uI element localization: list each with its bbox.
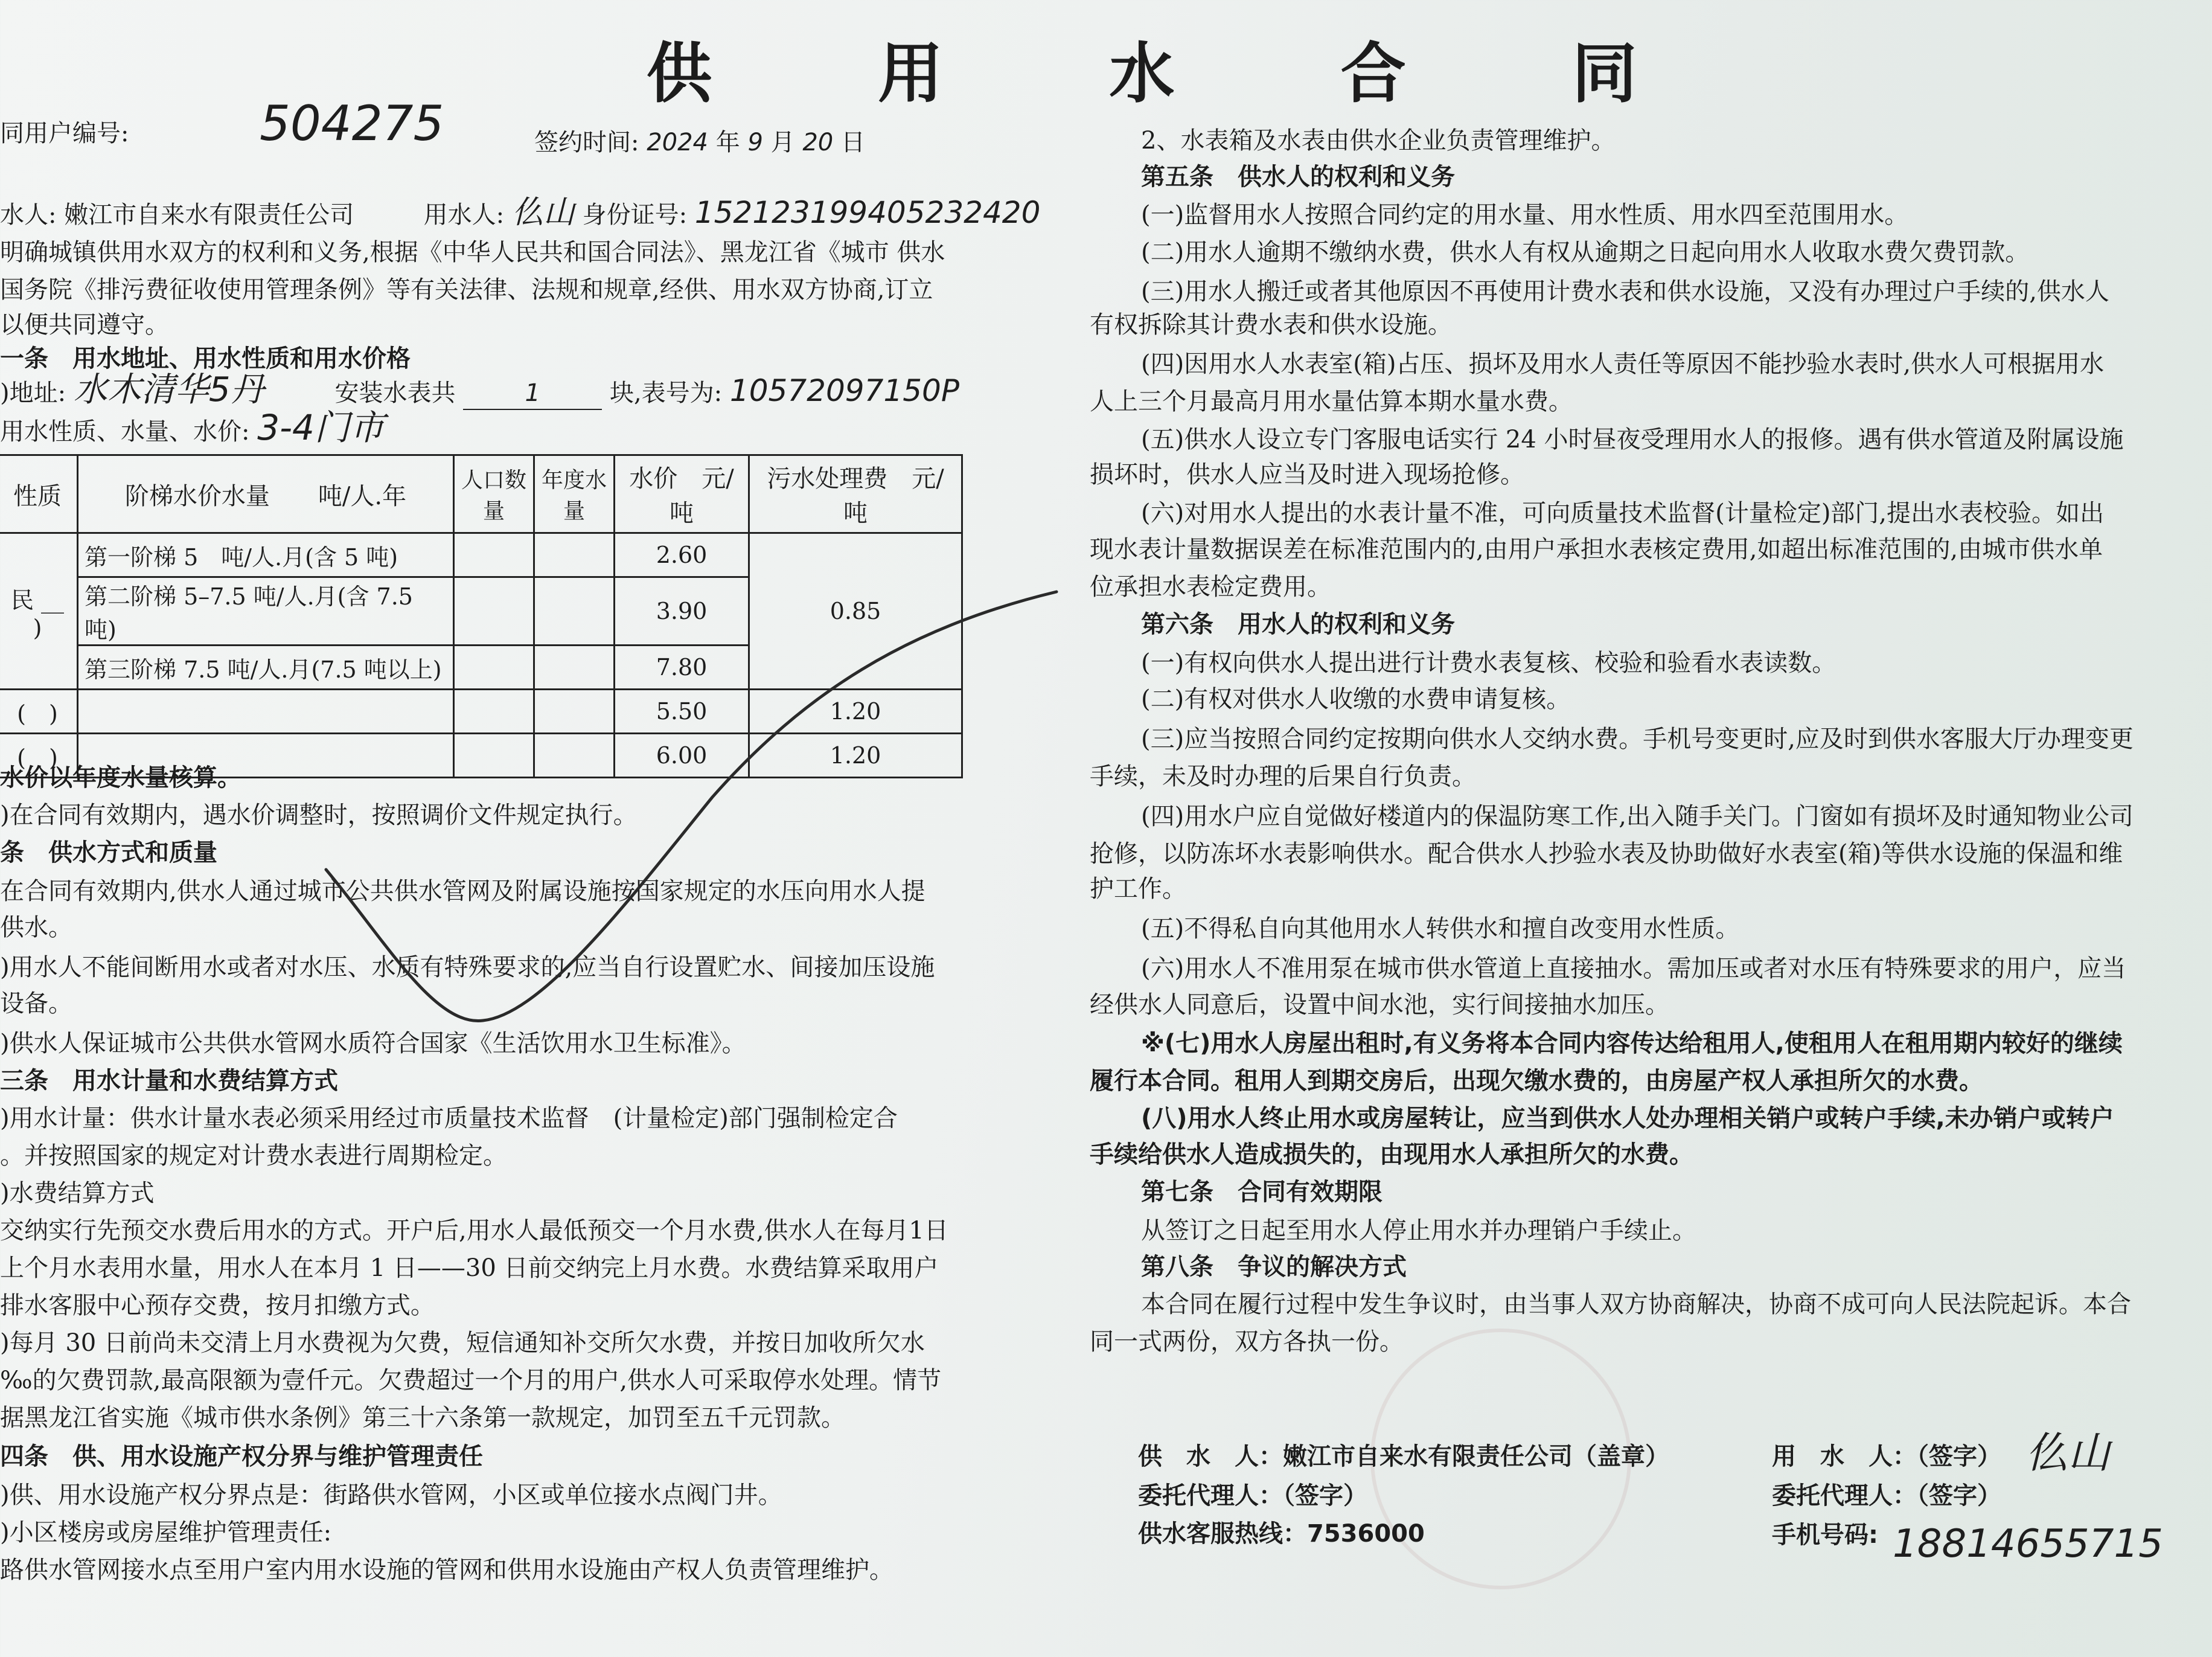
clause-3-2a: 交纳实行先预交水费后用水的方式。开户后,用水人最低预交一个月水费,供水人在每月1日	[0, 1217, 948, 1245]
th-annual-volume: 年度水量	[534, 455, 615, 533]
note-annual: 水价以年度水量核算。	[0, 764, 241, 792]
supplier-name: 水人: 嫩江市自来水有限责任公司	[0, 201, 354, 229]
supplier-agent-label: 委托代理人：（签字）	[1138, 1482, 1367, 1510]
clause-5-4b: 人上三个月最高月用水量估算本期水量水费。	[1090, 388, 1573, 415]
address-hand: 水木清华5丹	[73, 370, 264, 409]
cell-nature: ( )	[0, 690, 78, 734]
supplier-signature-label: 供 水 人：嫩江市自来水有限责任公司（盖章）	[1138, 1443, 1669, 1470]
clause-2-1a: 在合同有效期内,供水人通过城市公共供水管网及附属设施按国家规定的水压向用水人提	[0, 877, 925, 905]
cell-price: 5.50	[615, 690, 749, 734]
th-nature: 性质	[0, 455, 78, 533]
clause-6-3a: (三)应当按照合同约定按期向供水人交纳水费。手机号变更时,应及时到供水客服大厅办理变更	[1141, 725, 2134, 753]
day-label: 日	[840, 129, 865, 156]
article-7-title: 第七条 合同有效期限	[1141, 1178, 1382, 1206]
intro-line-1: 明确城镇供用水双方的权利和义务,根据《中华人民共和国合同法》、黑龙江省《城市 供水	[0, 239, 945, 266]
clause-6-6b: 经供水人同意后，设置中间水池，实行间接抽水加压。	[1090, 991, 1669, 1019]
id-number-hand: 152123199405232420	[694, 195, 1041, 230]
clause-8b: 同一式两份，双方各执一份。	[1090, 1328, 1404, 1356]
cell-sewage: 0.85	[749, 533, 962, 690]
clause-3-3b: ‰的欠费罚款,最高限额为壹仟元。欠费超过一个月的用户,供水人可采取停水处理。情节	[0, 1367, 942, 1394]
month-label: 月	[770, 129, 795, 156]
clause-4-2: )小区楼房或房屋维护管理责任:	[0, 1519, 332, 1546]
year-label: 年	[715, 129, 740, 156]
intro-line-3: 以便共同遵守。	[0, 311, 169, 339]
clause-6-1: (一)有权向供水人提出进行计费水表复核、校验和验看水表读数。	[1141, 649, 1836, 677]
th-sewage: 污水处理费 元/吨	[749, 455, 962, 533]
cell-tier: 第二阶梯 5–7.5 吨/人.月(含 7.5 吨)	[78, 577, 454, 646]
user-agent-label: 委托代理人：（签字）	[1772, 1482, 2001, 1510]
id-label: 身份证号:	[582, 201, 688, 229]
cell-price: 6.00	[615, 734, 749, 778]
clause-5-6a: (六)对用水人提出的水表计量不准，可向质量技术监督(计量检定)部门,提出水表校验。如出	[1141, 499, 2105, 527]
clause-3-2: )水费结算方式	[0, 1179, 155, 1207]
clause-4-3: 2、水表箱及水表由供水企业负责管理维护。	[1141, 127, 1616, 155]
cell-price: 3.90	[615, 577, 749, 646]
th-population: 人口数量	[454, 455, 534, 533]
user-no-label: 同用户编号:	[0, 120, 129, 147]
meter-label: 安装水表共	[334, 379, 456, 407]
clause-6-7b: 履行本合同。租用人到期交房后，出现欠缴水费的，由房屋产权人承担所欠的水费。	[1090, 1067, 1983, 1095]
clause-5-3b: 有权拆除其计费水表和供水设施。	[1090, 311, 1452, 339]
sign-year: 2024	[647, 129, 708, 156]
clause-3-3c: 据黑龙江省实施《城市供水条例》第三十六条第一款规定，加罚至五千元罚款。	[0, 1404, 845, 1432]
clause-2-2b: 设备。	[0, 990, 72, 1018]
clause-6-4b: 抢修，以防冻坏水表影响供水。配合供水人抄验水表及协助做好水表室(箱)等供水设施的保温和维	[1090, 840, 2123, 868]
clause-3-1b: 。并按照国家的规定对计费水表进行周期检定。	[0, 1142, 507, 1170]
cell-tier: 第三阶梯 7.5 吨/人.月(7.5 吨以上)	[78, 646, 454, 690]
clause-6-7a: ※(七)用水人房屋出租时,有义务将本合同内容传达给租用人,使租用人在租用期内较好的继续	[1141, 1030, 2123, 1057]
article-2-title: 条 供水方式和质量	[0, 839, 217, 867]
cell-nature-residential: 民 __ )	[0, 533, 78, 690]
clause-4-1: )供、用水设施产权分界点是：街路供水管网，小区或单位接水点阀门井。	[0, 1481, 782, 1509]
nature-label: 用水性质、水量、水价:	[0, 418, 250, 446]
cell-sewage: 1.20	[749, 734, 962, 778]
article-8-title: 第八条 争议的解决方式	[1141, 1253, 1407, 1281]
clause-6-5: (五)不得私自向其他用水人转供水和擅自改变用水性质。	[1141, 915, 1740, 943]
clause-price-adjust: )在合同有效期内，遇水价调整时，按照调价文件规定执行。	[0, 801, 638, 829]
article-5-title: 第五条 供水人的权利和义务	[1141, 163, 1455, 191]
sign-day: 20	[802, 129, 834, 156]
clause-5-6c: 位承担水表检定费用。	[1090, 573, 1331, 601]
clause-4-2a: 路供水管网接水点至用户室内用水设施的管网和供用水设施由产权人负责管理维护。	[0, 1556, 893, 1584]
clause-5-3a: (三)用水人搬迁或者其他原因不再使用计费水表和供水设施，又没有办理过户手续的,供水人	[1141, 278, 2109, 306]
cell-sewage: 1.20	[749, 690, 962, 734]
intro-line-2: 国务院《排污费征收使用管理条例》等有关法律、法规和规章,经供、用水双方协商,订立	[0, 276, 933, 304]
clause-6-4a: (四)用水户应自觉做好楼道内的保温防寒工作,出入随手关门。门窗如有损坏及时通知物业公司	[1141, 803, 2134, 830]
clause-6-2: (二)有权对供水人收缴的水费申请复核。	[1141, 685, 1571, 713]
clause-5-6b: 现水表计量数据误差在标准范围内的,由用户承担水表核定费用,如超出标准范围的,由城市供水单	[1090, 536, 2103, 563]
clause-3-2c: 排水客服中心预存交费，按月扣缴方式。	[0, 1292, 435, 1319]
user-signature-hand: 仫山	[2025, 1428, 2110, 1478]
clause-6-8b: 手续给供水人造成损失的，由现用水人承担所欠的水费。	[1090, 1141, 1693, 1168]
article-1-title: 一条 用水地址、用水性质和用水价格	[0, 345, 411, 373]
article-6-title: 第六条 用水人的权利和义务	[1141, 611, 1455, 638]
clause-5-5b: 损坏时，供水人应当及时进入现场抢修。	[1090, 461, 1524, 489]
page-title: 供 用 水 合 同	[646, 36, 1709, 112]
article-3-title: 三条 用水计量和水费结算方式	[0, 1067, 338, 1095]
cell-tier: 第一阶梯 5 吨/人.月(含 5 吨)	[78, 533, 454, 577]
cell-price: 7.80	[615, 646, 749, 690]
article-4-title: 四条 供、用水设施产权分界与维护管理责任	[0, 1443, 483, 1470]
cell-nature: ( )	[0, 734, 78, 778]
nature-hand: 3-4门市	[257, 407, 385, 448]
clause-5-4a: (四)因用水人水表室(箱)占压、损坏及用水人责任等原因不能抄验水表时,供水人可根据用水	[1141, 350, 2105, 378]
clause-2-2a: )用水人不能间断用水或者对水压、水质有特殊要求的,应当自行设置贮水、间接加压设施	[0, 953, 935, 981]
meter-unit: 块,表号为:	[609, 379, 723, 407]
clause-5-5a: (五)供水人设立专门客服电话实行 24 小时昼夜受理用水人的报修。遇有供水管道及附属设施	[1141, 426, 2124, 454]
clause-3-3a: )每月 30 日前尚未交清上月水费视为欠费，短信通知补交所欠水费，并按日加收所欠水	[0, 1329, 925, 1357]
clause-2-3: )供水人保证城市公共供水管网水质符合国家《生活饮用水卫生标准》。	[0, 1030, 746, 1057]
cell-price: 2.60	[615, 533, 749, 577]
meter-count: 1	[463, 377, 602, 410]
clause-6-6a: (六)用水人不准用泵在城市供水管道上直接抽水。需加压或者对水压有特殊要求的用户，应当	[1141, 955, 2126, 982]
phone-number-hand: 18814655715	[1893, 1522, 2163, 1566]
th-price: 水价 元/吨	[615, 455, 749, 533]
clause-8a: 本合同在履行过程中发生争议时，由当事人双方协商解决，协商不成可向人民法院起诉。本合	[1141, 1290, 2131, 1318]
phone-label: 手机号码:	[1772, 1521, 1878, 1549]
clause-2-1b: 供水。	[0, 914, 72, 941]
clause-3-2b: 上个月水表用水量，用水人在本月 1 日——30 日前交纳完上月水费。水费结算采取用户	[0, 1254, 939, 1282]
user-label: 用水人:	[423, 201, 505, 229]
address-label: )地址:	[0, 379, 66, 407]
user-signature-label: 用 水 人：（签字）	[1772, 1443, 2001, 1470]
hotline-label: 供水客服热线：7536000	[1138, 1520, 1425, 1548]
clause-7: 从签订之日起至用水人停止用水并办理销户手续止。	[1141, 1217, 1696, 1245]
clause-5-2: (二)用水人逾期不缴纳水费，供水人有权从逾期之日起向用水人收取水费欠费罚款。	[1141, 239, 2030, 266]
user-name-hand: 仫山	[511, 194, 575, 231]
meter-no-hand: 10572097150P	[729, 373, 959, 408]
sign-time-label: 签约时间:	[534, 129, 639, 156]
th-tier: 阶梯水价水量 吨/人.年	[78, 455, 454, 533]
clause-6-8a: (八)用水人终止用水或房屋转让，应当到供水人处办理相关销户或转户手续,未办销户或转户	[1141, 1104, 2114, 1132]
sign-month: 9	[747, 129, 763, 156]
clause-6-4c: 护工作。	[1090, 875, 1186, 903]
clause-3-1a: )用水计量：供水计量水表必须采用经过市质量技术监督 (计量检定)部门强制检定合	[0, 1104, 898, 1132]
clause-6-3b: 手续，未及时办理的后果自行负责。	[1090, 763, 1476, 790]
clause-5-1: (一)监督用水人按照合同约定的用水量、用水性质、用水四至范围用水。	[1141, 201, 1909, 229]
user-no-value: 504275	[260, 95, 444, 152]
